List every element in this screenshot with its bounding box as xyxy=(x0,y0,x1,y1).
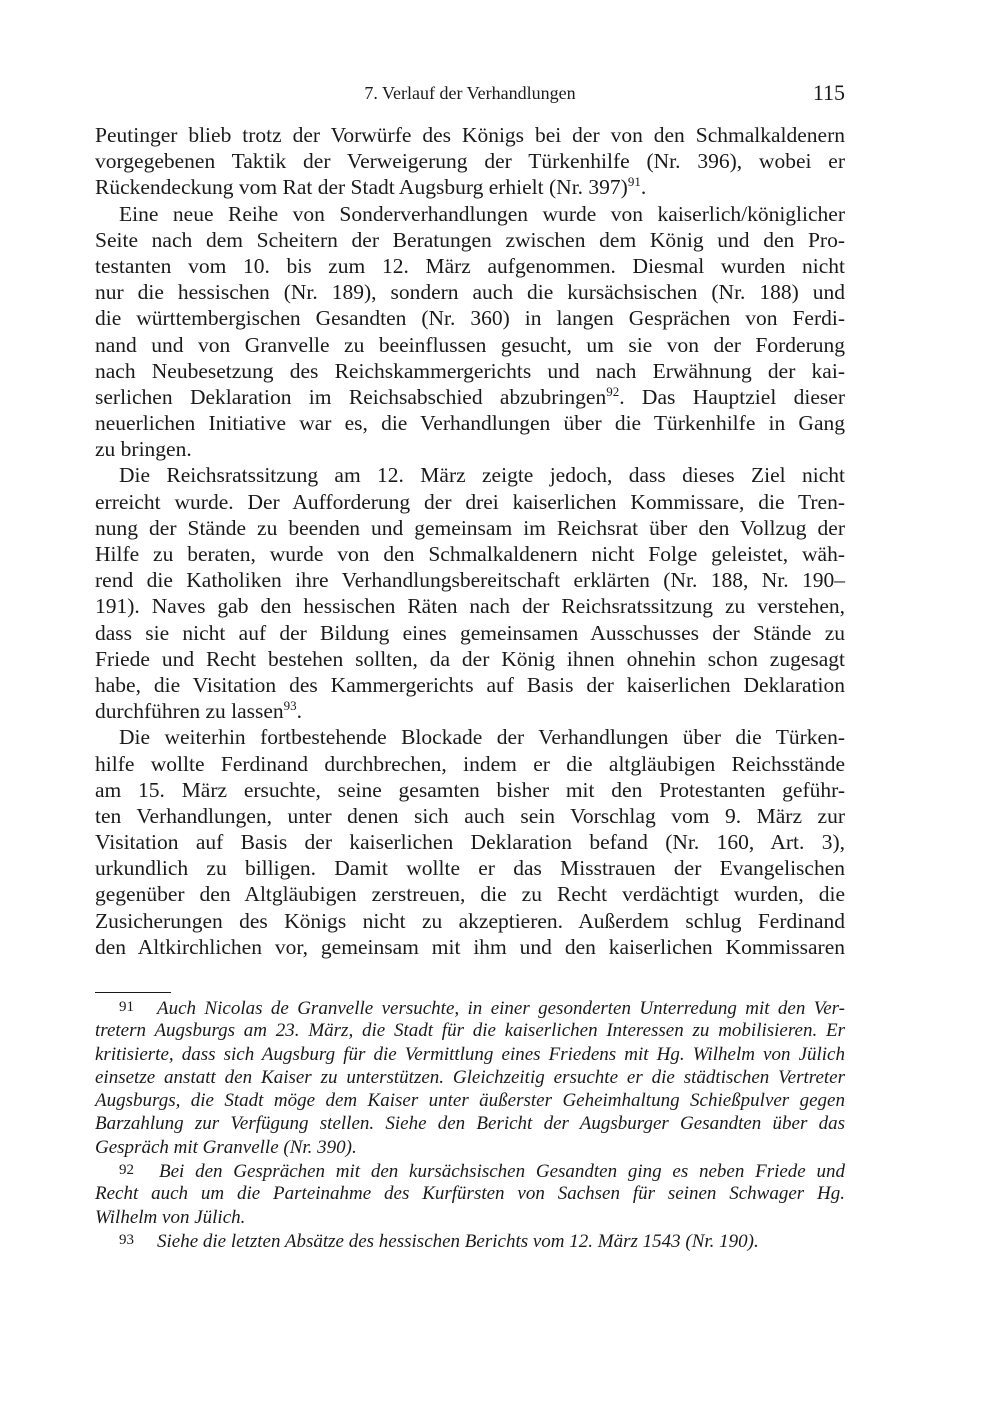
footnote-92 xyxy=(95,1159,845,1229)
paragraph xyxy=(95,122,845,201)
footnote-number: 93 xyxy=(119,1231,134,1248)
text-line: nur die hessischen (Nr. 189), sondern auch die kursächsischen (Nr. 188) und xyxy=(95,280,845,305)
footnote-number: 92 xyxy=(119,1162,134,1179)
text-segment: . Das Hauptziel dieser xyxy=(619,384,845,409)
text-line: habe, die Visitation des Kammergerichts auf Basis der kaiserlichen Deklaration xyxy=(95,672,845,697)
text-line: neuerlichen Initiative war es, die Verhandlungen über die Türkenhilfe in Gang xyxy=(95,411,845,436)
text-line: Seite nach dem Scheitern der Beratungen zwischen dem König und den Pro- xyxy=(95,227,845,252)
footnote-line xyxy=(95,1159,845,1182)
footnote-line: Gespräch mit Granvelle (Nr. 390). xyxy=(95,1136,357,1158)
paragraph xyxy=(95,462,845,724)
text-segment: Siehe die letzten Absätze des hessischen Berichts vom 12. März 1543 (Nr. 190). xyxy=(157,1230,759,1252)
text-line: Eine neue Reihe von Sonderverhandlungen wurde von kaiserlich/königlicher xyxy=(119,201,845,226)
footnote-line: Barzahlung zur Verfügung stellen. Siehe den Bericht der Augsburger Gesandten über das xyxy=(95,1113,845,1135)
footnote-line: Recht auch um die Parteinahme des Kurfürsten von Sachsen für seinen Schwager Hg. xyxy=(95,1183,845,1205)
text-line: hilfe wollte Ferdinand durchbrechen, indem er die altgläubigen Reichsstände xyxy=(95,751,845,776)
footnote-line xyxy=(95,1229,845,1252)
text-line: Hilfe zu beraten, wurde von den Schmalkaldenern nicht Folge geleistet, wäh- xyxy=(95,542,845,566)
footnotes xyxy=(95,996,845,1252)
text-line: Die weiterhin fortbestehende Blockade der Verhandlungen über die Türken- xyxy=(119,725,845,750)
text-line: 191). Naves gab den hessischen Räten nach der Reichsratssitzung zu verstehen, xyxy=(95,594,845,619)
main-text xyxy=(95,122,845,960)
text-line: am 15. März ersuchte, seine gesamten bisher mit den Protestanten geführ- xyxy=(95,777,845,802)
text-segment: Bei den Gesprächen mit den kursächsischen Gesandten ging es neben Friede und xyxy=(159,1161,845,1183)
text-line: nand und von Granvelle zu beeinflussen gesucht, um sie von der Forderung xyxy=(95,332,845,357)
text-segment: Rückendeckung vom Rat der Stadt Augsburg erhielt (Nr. 397) xyxy=(95,175,628,200)
footnote-line: tretern Augsburgs am 23. März, die Stadt für die kaiserlichen Interessen zu mobilisieren. Er xyxy=(95,1020,845,1042)
text-line xyxy=(95,698,845,724)
footnote-line: Wilhelm von Jülich. xyxy=(95,1206,246,1228)
text-segment: . xyxy=(640,175,647,200)
text-line: ten Verhandlungen, unter denen sich auch sein Vorschlag vom 9. März zur xyxy=(95,803,845,828)
text-line: rend die Katholiken ihre Verhandlungsbereitschaft erklärten (Nr. 188, Nr. 190– xyxy=(95,568,845,593)
footnote-number: 91 xyxy=(119,999,134,1015)
text-line: testanten vom 10. bis zum 12. März aufgenommen. Diesmal wurden nicht xyxy=(95,253,845,278)
text-line: Peutinger blieb trotz der Vorwürfe des Königs bei der von den Schmalkaldenern xyxy=(95,123,845,147)
footnote-ref-91[interactable]: 91 xyxy=(627,174,641,190)
footnote-91 xyxy=(95,996,845,1159)
text-line: Visitation auf Basis der kaiserlichen Deklaration befand (Nr. 160, Art. 3), xyxy=(95,830,845,855)
text-line: nach Neubesetzung des Reichskammergerichts und nach Erwähnung der kai- xyxy=(95,358,845,383)
running-title: 7. Verlauf der Verhandlungen xyxy=(364,83,576,103)
paragraph xyxy=(95,201,845,463)
running-head xyxy=(95,80,845,106)
text-line: Zusicherungen des Königs nicht zu akzeptieren. Außerdem schlug Ferdinand xyxy=(95,908,845,933)
text-line xyxy=(95,384,845,410)
text-segment: . xyxy=(296,699,303,724)
paragraph xyxy=(95,724,845,960)
text-line: vorgegebenen Taktik der Verweigerung der Türkenhilfe (Nr. 396), wobei er xyxy=(95,149,845,174)
text-line: Friede und Recht bestehen sollten, da der König ihnen ohnehin schon zugesagt xyxy=(95,646,845,671)
footnote-line: einsetze anstatt den Kaiser zu unterstützen. Gleichzeitig ersuchte er die städtischen Vertreter xyxy=(95,1066,845,1088)
text-line: den Altkirchlichen vor, gemeinsam mit ihm und den kaiserlichen Kommissaren xyxy=(95,934,845,959)
text-line: gegenüber den Altgläubigen zerstreuen, die zu Recht verdächtigt wurden, die xyxy=(95,882,845,907)
footnote-divider xyxy=(95,992,171,993)
footnote-ref-93[interactable]: 93 xyxy=(283,698,297,714)
text-line xyxy=(95,174,845,200)
text-line: zu bringen. xyxy=(95,437,192,462)
footnote-line: Augsburgs, die Stadt möge dem Kaiser unter äußerster Geheimhaltung Schießpulver gegen xyxy=(95,1090,845,1112)
text-line: nung der Stände zu beenden und gemeinsam im Reichsrat über den Vollzug der xyxy=(95,515,845,540)
text-segment: Auch Nicolas de Granvelle versuchte, in einer gesonderten Unterredung mit den Ver- xyxy=(157,998,845,1019)
footnote-93 xyxy=(95,1229,845,1252)
footnote-line: kritisierte, dass sich Augsburg für die Vermittlung eines Friedens mit Hg. Wilhelm von Jülich xyxy=(95,1043,845,1065)
footnote-ref-92[interactable]: 92 xyxy=(606,383,620,399)
text-line: Die Reichsratssitzung am 12. März zeigte jedoch, dass dieses Ziel nicht xyxy=(119,463,845,488)
text-line: urkundlich zu billigen. Damit wollte er das Misstrauen der Evangelischen xyxy=(95,856,845,881)
text-line: dass sie nicht auf der Bildung eines gemeinsamen Ausschusses der Stände zu xyxy=(95,620,845,645)
footnote-line xyxy=(95,996,845,1019)
text-segment: serlichen Deklaration im Reichsabschied abzubringen xyxy=(95,384,607,409)
text-line: die württembergischen Gesandten (Nr. 360) in langen Gesprächen von Ferdi- xyxy=(95,306,845,331)
page-number: 115 xyxy=(812,80,845,105)
text-segment: durchführen zu lassen xyxy=(95,699,284,724)
text-line: erreicht wurde. Der Aufforderung der drei kaiserlichen Kommissare, die Tren- xyxy=(95,489,845,514)
